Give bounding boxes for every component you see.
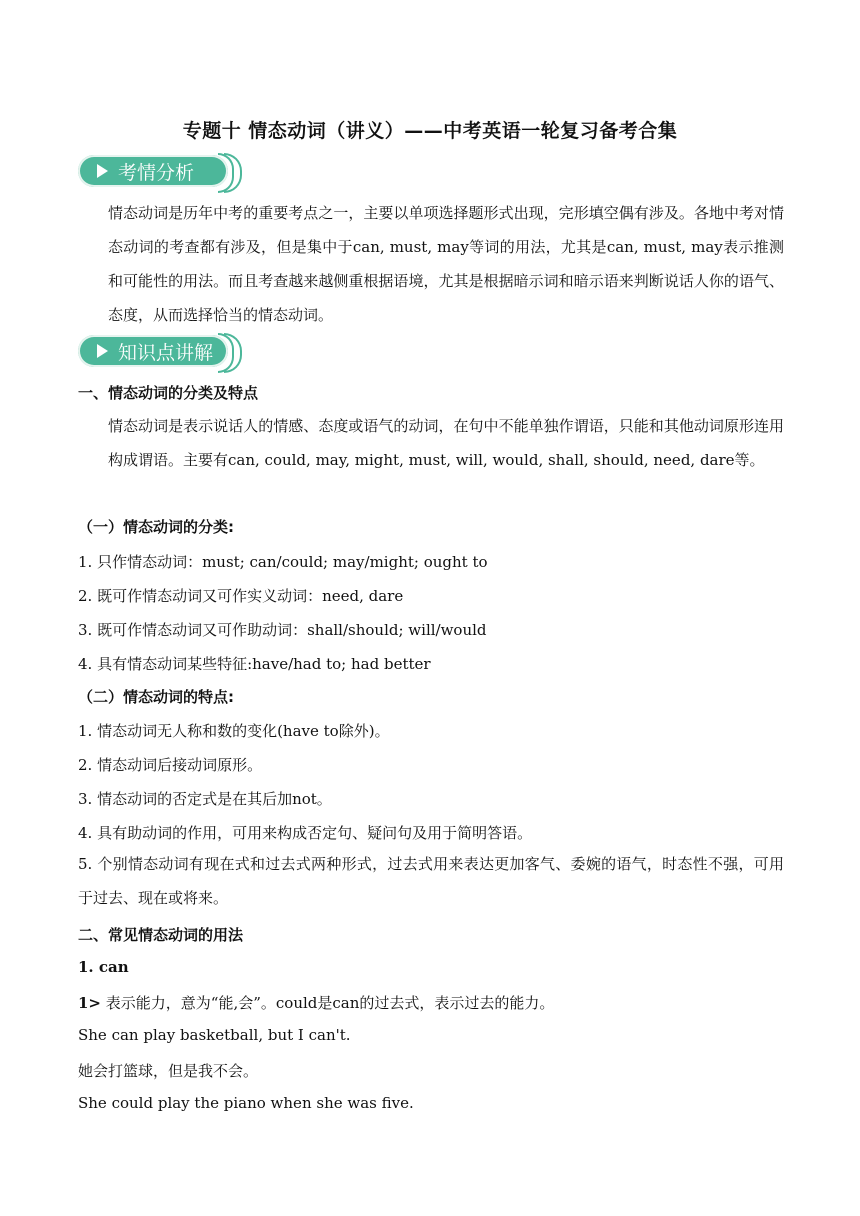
banner-arc (224, 153, 242, 193)
section-heading: 二、常见情态动词的用法 (78, 926, 244, 944)
example-sentence: She could play the piano when she was five. (78, 1094, 414, 1112)
banner-label: 考情分析 (118, 162, 195, 184)
section1-paragraph (78, 409, 784, 477)
banner-arc (224, 333, 242, 373)
play-arrow-icon (97, 164, 108, 178)
list-item-5-text: 5. 个别情态动词有现在式和过去式两种形式，过去式用来表达更加客气、委婉的语气，时态性不强，可用于过去、现在或将来。 (78, 855, 784, 907)
list-item: 1. 情态动词无人称和数的变化(have to除外)。 (78, 722, 390, 740)
list-item: 2. 既可作情态动词又可作实义动词：need, dare (78, 587, 404, 605)
subheading-classification: （一）情态动词的分类: (78, 518, 234, 536)
list-item-5 (78, 847, 784, 915)
list-item: 3. 情态动词的否定式是在其后加not。 (78, 790, 332, 808)
list-item: 4. 具有情态动词某些特征:have/had to; had better (78, 655, 431, 673)
banner-label: 知识点讲解 (118, 342, 214, 364)
usage-point-text: 表示能力，意为“能,会”。could是can的过去式，表示过去的能力。 (101, 994, 555, 1012)
usage-point (78, 992, 554, 1013)
list-item: 3. 既可作情态动词又可作助动词：shall/should; will/would (78, 621, 487, 639)
list-item: 4. 具有助动词的作用，可用来构成否定句、疑问句及用于简明答语。 (78, 824, 533, 842)
section-banner-exam-analysis (78, 153, 244, 191)
intro-paragraph (78, 196, 784, 332)
intro-text: 情态动词是历年中考的重要考点之一，主要以单项选择题形式出现，完形填空偶有涉及。各地中考对情态动词的考查都有涉及，但是集中于can, must, may等词的用法，尤其是can, must, may表示推测和可能性的用法。而且考查越来越侧重根据语境，尤其是根据暗示词和暗示语来判断说话人你的语气、态度，从而选择恰当的情态动词。 (108, 204, 784, 324)
example-translation: 她会打篮球，但是我不会。 (78, 1062, 259, 1080)
subheading-features: （二）情态动词的特点: (78, 688, 234, 706)
usage-point-number: 1> (78, 994, 102, 1012)
page-title: 专题十 情态动词（讲义）——中考英语一轮复习备考合集 (182, 120, 678, 142)
section-banner-knowledge (78, 333, 244, 371)
list-item: 1. 只作情态动词：must; can/could; may/might; ought to (78, 553, 488, 571)
example-sentence: She can play basketball, but I can't. (78, 1026, 351, 1044)
can-heading: 1. can (78, 958, 129, 976)
section-heading: 一、情态动词的分类及特点 (78, 384, 259, 402)
play-arrow-icon (97, 344, 108, 358)
list-item: 2. 情态动词后接动词原形。 (78, 756, 263, 774)
section1-text: 情态动词是表示说话人的情感、态度或语气的动词，在句中不能单独作谓语，只能和其他动词原形连用构成谓语。主要有can, could, may, might, must, will, would, shall, should, need, dare等。 (108, 417, 784, 469)
